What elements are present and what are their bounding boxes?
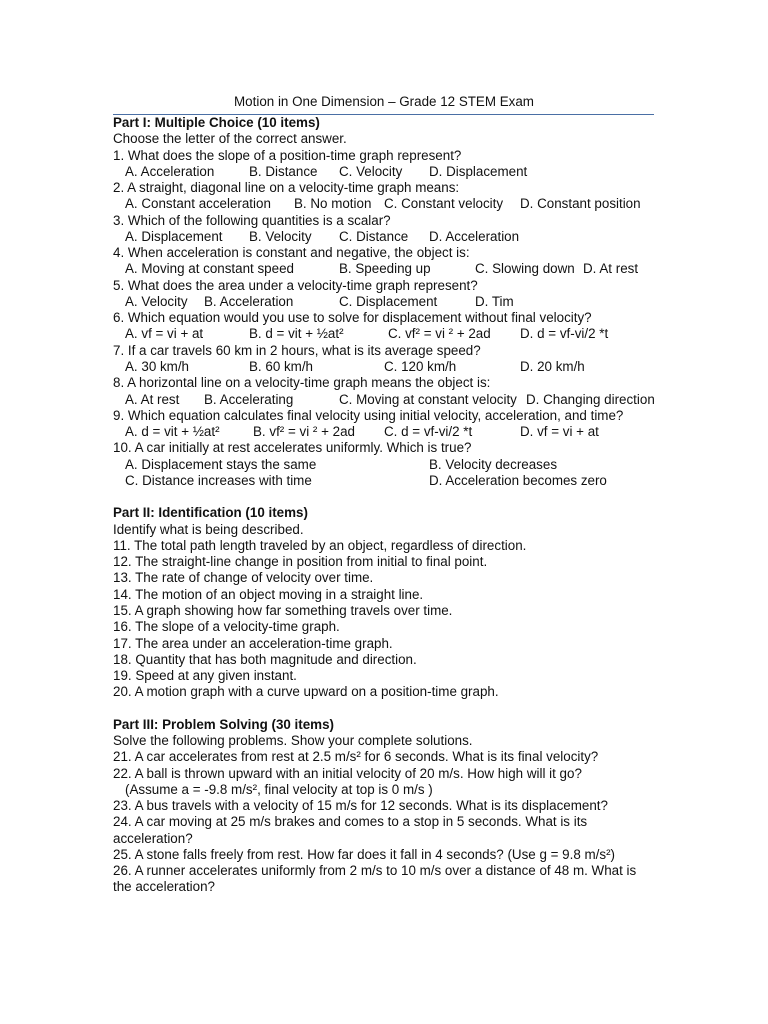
question-3: 3. Which of the following quantities is a scalar?	[113, 212, 391, 228]
option: A. 30 km/h	[125, 358, 190, 374]
option: C. d = vf-vi/2 *t	[384, 424, 473, 440]
option: B. d = vit + ½at²	[249, 326, 344, 342]
question-3-options	[113, 229, 673, 245]
question-10: 10. A car initially at rest accelerates uniformly. Which is true?	[113, 440, 472, 456]
option: D. Changing direction	[526, 391, 655, 407]
option: C. Moving at constant velocity	[339, 391, 517, 407]
problem-line: acceleration?	[113, 830, 193, 846]
spacer	[113, 701, 673, 717]
option: A. Displacement	[125, 228, 223, 244]
option: D. At rest	[583, 261, 639, 277]
question-8: 8. A horizontal line on a velocity-time graph means the object is:	[113, 375, 491, 391]
question-7-options	[113, 359, 673, 375]
problem-line: 22. A ball is thrown upward with an initial velocity of 20 m/s. How high will it go?	[113, 765, 582, 781]
question-1: 1. What does the slope of a position-time graph represent?	[113, 147, 462, 163]
question-10-options-row1	[113, 457, 673, 473]
problem-line: 26. A runner accelerates uniformly from 2 m/s to 10 m/s over a distance of 48 m. What is	[113, 863, 637, 879]
question-6-options	[113, 326, 673, 342]
option: C. vf² = vi ² + 2ad	[388, 326, 491, 342]
option: A. Velocity	[125, 293, 188, 309]
question-9-options	[113, 424, 673, 440]
identification-item: 13. The rate of change of velocity over time.	[113, 570, 374, 586]
question-2: 2. A straight, diagonal line on a velocity-time graph means:	[113, 180, 460, 196]
part1-instruction: Choose the letter of the correct answer.	[113, 131, 347, 147]
option: D. vf = vi + at	[520, 424, 599, 440]
option: C. 120 km/h	[384, 358, 457, 374]
question-4-options	[113, 261, 673, 277]
option: D. Acceleration becomes zero	[429, 472, 607, 488]
option: C. Velocity	[339, 163, 403, 179]
option: A. Constant acceleration	[125, 196, 271, 212]
part2-instruction: Identify what is being described.	[113, 521, 304, 537]
question-4: 4. When acceleration is constant and negative, the object is:	[113, 245, 470, 261]
option: C. Constant velocity	[384, 196, 504, 212]
identification-item: 11. The total path length traveled by an object, regardless of direction.	[113, 537, 527, 553]
question-8-options	[113, 392, 673, 408]
identification-item: 14. The motion of an object moving in a straight line.	[113, 586, 424, 602]
question-7: 7. If a car travels 60 km in 2 hours, what is its average speed?	[113, 342, 481, 358]
document-title: Motion in One Dimension – Grade 12 STEM Exam	[234, 94, 534, 109]
problem-line: the acceleration?	[113, 879, 215, 895]
option: D. Displacement	[429, 163, 528, 179]
part2-heading: Part II: Identification (10 items)	[113, 505, 308, 521]
problem-line: 23. A bus travels with a velocity of 15 m/s for 12 seconds. What is its displacement?	[113, 798, 608, 814]
identification-item: 18. Quantity that has both magnitude and direction.	[113, 651, 417, 667]
identification-item: 16. The slope of a velocity-time graph.	[113, 619, 340, 635]
option: A. Moving at constant speed	[125, 261, 294, 277]
question-9: 9. Which equation calculates final velocity using initial velocity, acceleration, and time?	[113, 407, 624, 423]
spacer	[113, 489, 673, 505]
option: D. Tim	[475, 293, 514, 309]
option: C. Slowing down	[475, 261, 575, 277]
option: A. vf = vi + at	[125, 326, 204, 342]
option: B. Accelerating	[204, 391, 294, 407]
identification-item: 20. A motion graph with a curve upward on a position-time graph.	[113, 684, 499, 700]
option: A. d = vit + ½at²	[125, 424, 220, 440]
problem-line: 24. A car moving at 25 m/s brakes and comes to a stop in 5 seconds. What is its	[113, 814, 588, 830]
exam-content	[113, 115, 673, 896]
option: D. d = vf-vi/2 *t	[520, 326, 609, 342]
problem-line: 25. A stone falls freely from rest. How far does it fall in 4 seconds? (Use g = 9.8 m/s²)	[113, 846, 615, 862]
option: A. Displacement stays the same	[125, 456, 317, 472]
option: A. Acceleration	[125, 163, 215, 179]
question-10-options-row2	[113, 473, 673, 489]
question-1-options	[113, 164, 673, 180]
question-2-options	[113, 196, 673, 212]
part3-heading: Part III: Problem Solving (30 items)	[113, 716, 334, 732]
option: B. Speeding up	[339, 261, 431, 277]
option: B. Velocity decreases	[429, 456, 558, 472]
option: C. Distance increases with time	[125, 472, 312, 488]
option: B. Velocity	[249, 228, 312, 244]
part3-instruction: Solve the following problems. Show your complete solutions.	[113, 733, 473, 749]
option: D. Constant position	[520, 196, 641, 212]
problem-line: 21. A car accelerates from rest at 2.5 m/s² for 6 seconds. What is its final velocity?	[113, 749, 599, 765]
option: D. 20 km/h	[520, 358, 585, 374]
option: D. Acceleration	[429, 228, 520, 244]
option: C. Displacement	[339, 293, 438, 309]
problem-line: (Assume a = -9.8 m/s², final velocity at top is 0 m/s )	[125, 781, 433, 797]
question-6: 6. Which equation would you use to solve for displacement without final velocity?	[113, 310, 592, 326]
identification-item: 12. The straight-line change in position from initial to final point.	[113, 554, 488, 570]
option: B. Acceleration	[204, 293, 294, 309]
option: B. 60 km/h	[249, 358, 314, 374]
option: B. Distance	[249, 163, 318, 179]
question-5-options	[113, 294, 673, 310]
identification-item: 15. A graph showing how far something travels over time.	[113, 602, 453, 618]
identification-item: 19. Speed at any given instant.	[113, 668, 297, 684]
identification-item: 17. The area under an acceleration-time graph.	[113, 635, 393, 651]
question-5: 5. What does the area under a velocity-time graph represent?	[113, 277, 478, 293]
option: B. vf² = vi ² + 2ad	[253, 424, 355, 440]
option: C. Distance	[339, 228, 409, 244]
part1-heading: Part I: Multiple Choice (10 items)	[113, 115, 320, 130]
option: A. At rest	[125, 391, 180, 407]
option: B. No motion	[294, 196, 372, 212]
